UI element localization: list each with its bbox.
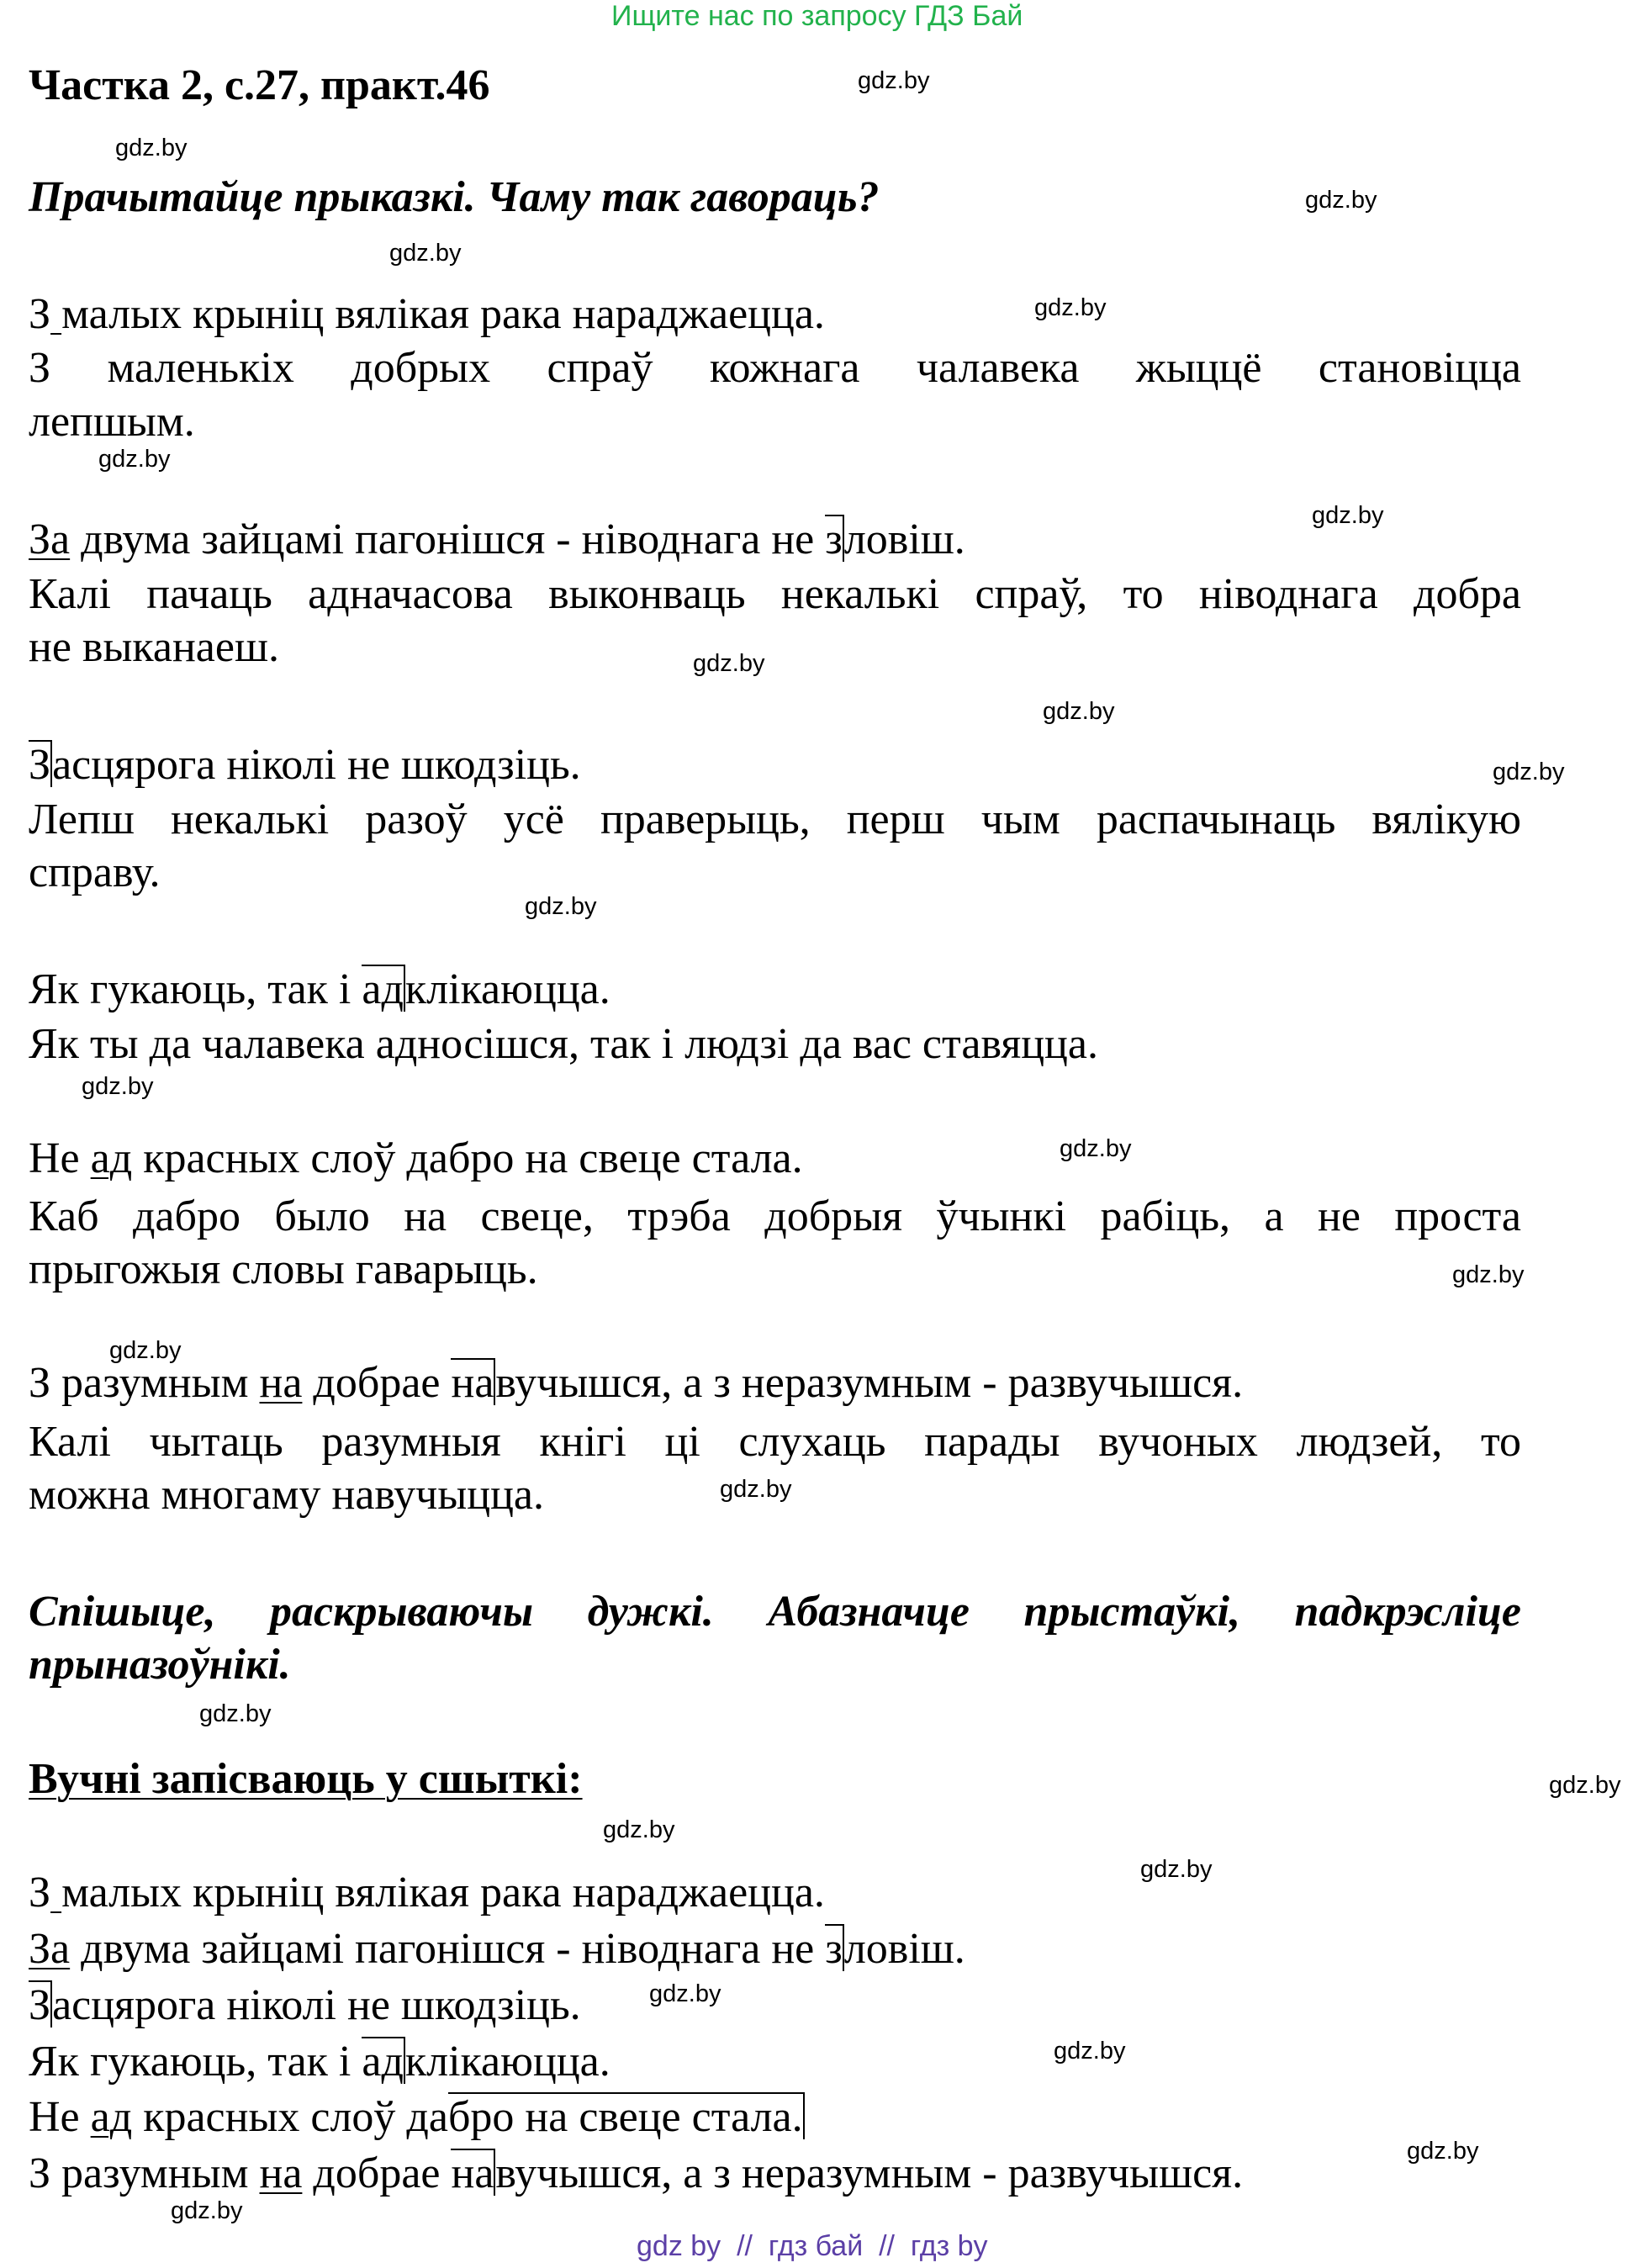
notebook-line-5-rest: красных слоў да [132,2093,448,2141]
watermark: gdz.by [1407,2138,1479,2165]
watermark: gdz.by [1043,698,1115,725]
notebook-line-6-middle: добрае [302,2149,452,2197]
explanation-2-line-1: Калі пачаць адначасова выконваць некалькі спраў, то ніводнага добра [29,570,1521,618]
watermark: gdz.by [109,1337,182,1364]
notebook-line-4-rest: клікаюцца. [404,2038,610,2086]
notebook-line-6-prefix: на [451,2149,494,2197]
watermark: gdz.by [525,893,597,920]
notebook-line-4 [29,2037,610,2086]
notebook-line-6-preposition: на [259,2149,303,2197]
watermark: gdz.by [1312,502,1384,529]
watermark: gdz.by [858,67,930,94]
proverb-6-start: З разумным [29,1359,260,1407]
notebook-line-3 [29,1980,581,2030]
proverb-6-prefix: на [451,1359,494,1407]
proverb-4 [29,965,610,1014]
proverb-1 [29,289,825,339]
notebook-line-1-start: З [29,1869,51,1916]
notebook-line-6-rest: вучышся, а з неразумным - развучышся. [495,2149,1244,2197]
proverb-2-prefix: з [825,515,843,563]
watermark: gdz.by [720,1476,792,1503]
proverb-5-start: Не [29,1134,91,1182]
notebook-line-5-root-mark: бро на свеце стала. [447,2093,803,2141]
watermark: gdz.by [1060,1135,1132,1162]
explanation-3-line-1: Лепш некалькі разоў усё праверыць, перш чым распачынаць вялікую [29,796,1521,843]
proverb-4-rest: клікаюцца. [404,965,610,1013]
watermark: gdz.by [649,1980,721,2007]
task-2-line-2: прыназоўнікі. [29,1641,291,1689]
notebook-line-2-middle: двума зайцамі пагонішся - ніводнага не [70,1925,826,1973]
watermark: gdz.by [82,1073,154,1100]
explanation-1-line-1: З маленькіх добрых спраў кожнага чалавека жыццё становіцца [29,344,1521,392]
notebook-line-2 [29,1924,965,1974]
notebook-line-6 [29,2149,1243,2198]
proverb-6-middle: добрае [302,1359,452,1407]
notebook-line-1-rest: малых крыніц вялікая рака нараджаецца. [61,1869,825,1916]
proverb-2-middle: двума зайцамі пагонішся - ніводнага не [70,515,826,563]
proverb-5-preposition: ад [90,1134,133,1182]
header-search-link[interactable]: Ищите нас по запросу ГДЗ Бай [611,0,1023,32]
explanation-6-line-2: можна многаму навучыцца. [29,1471,545,1519]
watermark: gdz.by [171,2197,243,2224]
task-1-instruction: Прачытайце прыказкі. Чаму так гавораць? [29,173,880,221]
proverb-6-preposition: на [259,1359,303,1407]
notebook-line-5-preposition: ад [90,2093,133,2141]
watermark: gdz.by [1034,294,1107,321]
explanation-3-line-2: справу. [29,849,161,896]
proverb-4-start: Як гукаюць, так і [29,965,362,1013]
explanation-5-line-2: прыгожыя словы гаварыць. [29,1245,538,1293]
notebook-line-5 [29,2092,805,2142]
proverb-2-rest: ловіш. [843,515,965,563]
notebook-line-1-preposition [50,1869,61,1916]
proverb-2-preposition: За [29,515,71,563]
proverb-4-prefix: ад [362,965,404,1013]
proverb-5-rest: красных слоў дабро на свеце стала. [132,1134,803,1182]
watermark: gdz.by [1054,2038,1126,2064]
explanation-1-line-2: лепшым. [29,398,195,446]
notebook-line-3-prefix: З [29,1981,51,2029]
proverb-1-rest: малых крыніц вялікая рака нараджаецца. [61,290,825,338]
watermark: gdz.by [1549,1772,1621,1799]
proverb-5 [29,1134,803,1183]
proverb-1-start: З [29,290,51,338]
notebook-line-4-start: Як гукаюць, так і [29,2038,362,2086]
proverb-6 [29,1358,1243,1408]
watermark: gdz.by [693,650,765,677]
proverb-6-rest: вучышся, а з неразумным - развучышся. [495,1359,1244,1407]
watermark: gdz.by [1493,759,1565,785]
notebook-heading: Вучні запісваюць у сшыткі: [29,1755,583,1803]
notebook-line-2-prefix: з [825,1925,843,1973]
proverb-1-preposition [50,290,61,338]
watermark: gdz.by [115,135,188,161]
proverb-2 [29,515,965,564]
explanation-5-line-1: Каб дабро было на свеце, трэба добрыя ўчынкі рабіць, а не проста [29,1192,1521,1240]
watermark: gdz.by [603,1816,675,1843]
watermark: gdz.by [199,1700,272,1727]
watermark: gdz.by [1452,1261,1525,1288]
notebook-line-3-rest: асцярога ніколі не шкодзіць. [52,1981,581,2029]
explanation-4-line-1: Як ты да чалавека адносішся, так і людзі да вас ставяцца. [29,1020,1098,1068]
proverb-3-prefix: З [29,741,51,789]
footer-links[interactable]: gdz by // гдз бай // гдз by [637,2230,988,2262]
notebook-line-4-prefix: ад [362,2038,404,2086]
watermark: gdz.by [1305,187,1377,214]
notebook-line-2-preposition: За [29,1925,71,1973]
notebook-line-2-rest: ловіш. [843,1925,965,1973]
proverb-3-rest: асцярога ніколі не шкодзіць. [52,741,581,789]
watermark: gdz.by [389,240,462,267]
watermark: gdz.by [98,446,171,473]
proverb-3 [29,740,581,790]
watermark: gdz.by [1140,1856,1213,1883]
notebook-line-5-start: Не [29,2093,91,2141]
explanation-2-line-2: не выканаеш. [29,623,279,671]
page-title: Частка 2, с.27, практ.46 [29,61,490,109]
explanation-6-line-1: Калі чытаць разумныя кнігі ці слухаць парады вучоных людзей, то [29,1418,1521,1466]
task-2-line-1: Спішыце, раскрываючы дужкі. Абазначце прыстаўкі, падкрэсліце [29,1588,1521,1636]
notebook-line-6-start: З разумным [29,2149,260,2197]
notebook-line-1 [29,1868,825,1917]
